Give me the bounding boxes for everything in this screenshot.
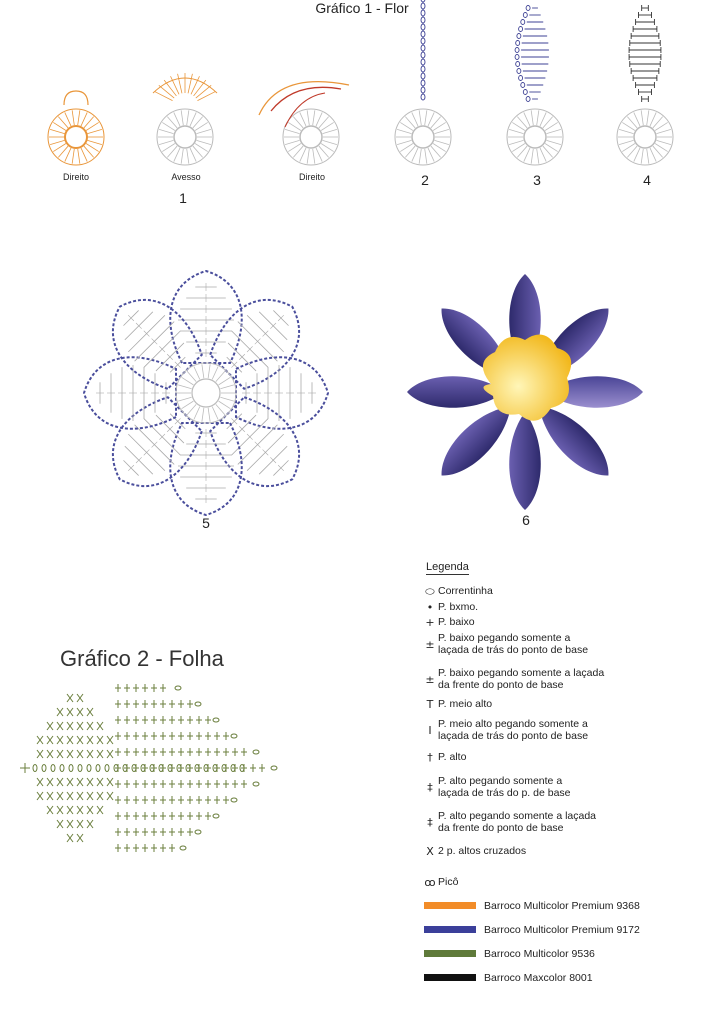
legend-line-1: P. bxmo. bbox=[438, 601, 479, 613]
step6-flower-illustration bbox=[407, 274, 643, 510]
legend-line-2: da frente do ponto de base bbox=[438, 822, 564, 834]
step-number-2: 2 bbox=[421, 172, 429, 188]
step-number-1: 1 bbox=[179, 190, 187, 206]
legend-item-text bbox=[438, 718, 588, 742]
legend-title: Legenda bbox=[426, 561, 469, 573]
single-crochet-front-loop-icon: ± bbox=[425, 673, 435, 686]
yarn-swatch bbox=[424, 950, 476, 957]
crossed-double-crochet-icon: X bbox=[426, 845, 434, 858]
legend-line-1: P. meio alto bbox=[438, 698, 493, 710]
legend-line-1: P. meio alto pegando somente a bbox=[438, 718, 588, 730]
double-crochet-back-loop-icon: ‡ bbox=[427, 781, 433, 794]
legend-line-1: P. alto pegando somente a laçada bbox=[438, 810, 597, 822]
yarn-label: Barroco Maxcolor 8001 bbox=[484, 972, 593, 984]
legend-line-1: P. baixo bbox=[438, 616, 475, 628]
half-double-crochet-icon: T bbox=[426, 698, 434, 711]
step3-diagram bbox=[507, 6, 563, 166]
step4-diagram bbox=[617, 5, 673, 165]
legend-line-1: P. baixo pegando somente a bbox=[438, 632, 571, 644]
step1-avesso-diagram bbox=[153, 73, 217, 165]
legend-line-1: P. alto bbox=[438, 751, 467, 763]
picot-icon: ꝏ bbox=[424, 876, 436, 889]
step-number-3: 3 bbox=[533, 172, 541, 188]
label-direito-a: Direito bbox=[62, 172, 89, 182]
legend-item-text bbox=[438, 616, 475, 628]
yarn-label: Barroco Multicolor Premium 9368 bbox=[484, 900, 640, 912]
legend-item-text bbox=[438, 845, 526, 857]
chain-stitch-icon: ⬭ bbox=[425, 585, 435, 598]
slip-stitch-icon: • bbox=[426, 601, 434, 614]
yarn-label: Barroco Multicolor Premium 9172 bbox=[484, 924, 640, 936]
legend-item-text bbox=[438, 810, 596, 834]
legend-item-text bbox=[438, 601, 478, 613]
double-crochet-front-loop-icon: ‡ bbox=[427, 816, 433, 829]
chart2-title: Gráfico 2 - Folha bbox=[60, 646, 224, 671]
legend-line-2: laçada de trás do ponto de base bbox=[438, 730, 589, 742]
step-number-5: 5 bbox=[202, 515, 210, 531]
legend-line-1: P. alto pegando somente a bbox=[438, 775, 563, 787]
step-number-4: 4 bbox=[643, 172, 651, 188]
leaf-chart bbox=[20, 684, 277, 852]
step-number-6: 6 bbox=[522, 512, 530, 528]
legend-item-text bbox=[438, 775, 571, 799]
yarn-label: Barroco Multicolor 9536 bbox=[484, 948, 595, 960]
legend-item-text bbox=[438, 751, 466, 763]
legend-line-2: laçada de trás do ponto de base bbox=[438, 644, 589, 656]
legend-item-text bbox=[438, 698, 492, 710]
legend-item-text bbox=[438, 667, 604, 691]
legend-item-text bbox=[438, 632, 588, 656]
double-crochet-icon: † bbox=[427, 751, 433, 764]
step1-direito-b-diagram bbox=[259, 82, 349, 165]
legend-line-2: da frente do ponto de base bbox=[438, 679, 564, 691]
label-direito-b: Direito bbox=[298, 172, 325, 182]
legend-line-1: P. baixo pegando somente a laçada bbox=[438, 667, 605, 679]
legend-line-1: Correntinha bbox=[438, 585, 493, 597]
label-avesso: Avesso bbox=[171, 172, 201, 182]
legend-line-1: 2 p. altos cruzados bbox=[438, 845, 527, 857]
yarn-swatch bbox=[424, 926, 476, 933]
step2-diagram bbox=[395, 0, 451, 165]
legend-line-2: laçada de trás do p. de base bbox=[438, 787, 571, 799]
legend-line-1: Picô bbox=[438, 876, 459, 888]
single-crochet-icon: + bbox=[425, 616, 435, 629]
legend-item-text bbox=[438, 876, 458, 888]
step5-diagram bbox=[84, 271, 328, 515]
yarn-swatch bbox=[424, 974, 476, 981]
half-double-back-loop-icon: I bbox=[428, 724, 432, 737]
legend-item-text bbox=[438, 585, 493, 597]
yarn-swatch bbox=[424, 902, 476, 909]
step1-direito-diagram bbox=[48, 91, 104, 165]
chart1-title: Gráfico 1 - Flor bbox=[315, 0, 409, 16]
single-crochet-back-loop-icon: ± bbox=[425, 638, 435, 651]
